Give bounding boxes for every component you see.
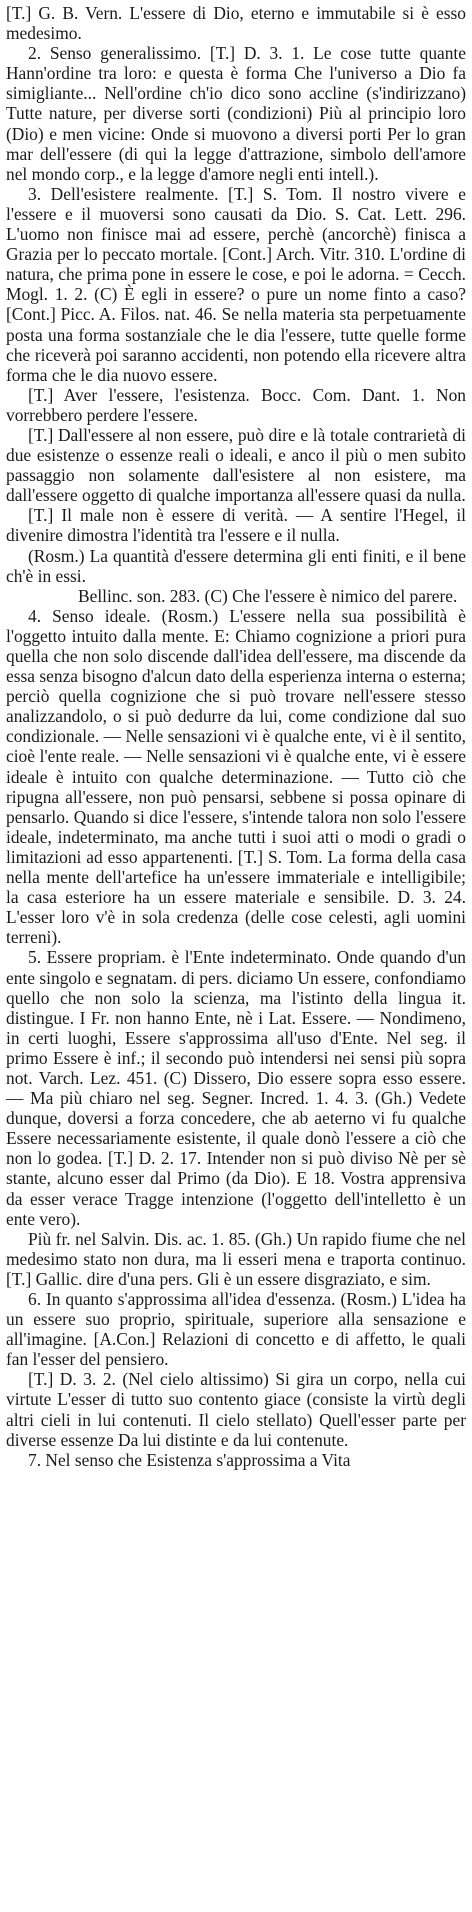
entry-paragraph-idea-essenza: 6. In quanto s'approssima all'idea d'essenza. (Rosm.) L'idea ha un essere suo proprio, spirituale, superiore alla sensazione e all'imagine. [A.Con.] Relazioni di concetto e di affetto, le quali fan l'esser del pensiero. bbox=[6, 1289, 466, 1370]
entry-paragraph-vern: [T.] G. B. Vern. L'essere di Dio, eterno e immutabile si è esso medesimo. bbox=[6, 3, 466, 44]
entry-paragraph-senso-generalissimo: 2. Senso generalissimo. [T.] D. 3. 1. Le cose tutte quante Hann'ordine tra loro: e questa è forma Che l'universo a Dio fa simigliante... Nell'ordine ch'io dico sono accline (s'indirizzano) Tutte nature, per diverse sorti (condizioni) Più al principio loro (Dio) e men vicine: Onde si muovono a diversi porti Per lo gran mar dell'essere (di qui la legge d'attrazione, simbolo dell'amore nel mondo corp., e la legge d'amore negli enti intell.). bbox=[6, 43, 466, 184]
entry-paragraph-senso-ideale: 4. Senso ideale. (Rosm.) L'essere nella sua possibilità è l'oggetto intuito dalla mente. E: Chiamo cognizione a priori pura quella che non solo discende dall'idea dell'essere, ma discende da essa senza bisogno d'alcun dato della esperienza interna o esterna; perciò quella cognizione che si può trovare nell'essere stesso analizzandolo, o si può dedurre da lui, come condizione dal suo condizionale. — Nelle sensazioni vi è qualche ente, vi è il sentito, cioè l'ente reale. — Nelle sensazioni vi è qualche ente, vi è essere ideale è intuito con qualche determinazione. — Tutto ciò che ripugna all'essere, non può pensarsi, sebbene si possa opinare di pensarlo. Quando si dice l'essere, s'intende talora non solo l'essere ideale, indeterminato, ma anche tutti i suoi atti o modi o gradi o limitazioni ad esso appartenenti. [T.] S. Tom. La forma della casa nella mente dell'artefice ha un'essere immateriale e intelligibile; la casa esteriore ha un essere materiale e sensibile. D. 3. 24. L'esser loro v'è in sola credenza (delle cose celesti, agli uomini terreni). bbox=[6, 605, 466, 948]
entry-paragraph-essere-al-non-essere: [T.] Dall'essere al non essere, può dire e là totale contrarietà di due esistenze o essenze reali o ideali, e anco il più o men subito passaggio non solamente dall'esistere al non esistere, ma dall'essere oggetto di qualche importanza all'essere quasi da nulla. bbox=[6, 424, 466, 506]
entry-paragraph-hegel: [T.] Il male non è essere di verità. — A sentire l'Hegel, il divenire dimostra l'identità tra l'essere e il nulla. bbox=[6, 505, 466, 546]
entry-paragraph-ente-indeterminato: 5. Essere propriam. è l'Ente indeterminato. Onde quando d'un ente singolo e segnatam. di pers. diciamo Un essere, confondiamo quello che non solo la scienza, ma l'istinto della lingua it. distingue. I Fr. non hanno Ente, nè i Lat. Essere. — Nondimeno, in certi luoghi, Essere s'approssima all'uso d'Ente. Nel seg. il primo Essere è inf.; il secondo può intendersi nei sensi più sopra not. Varch. Lez. 451. (C) Dissero, Dio essere sopra esso essere. — Ma più chiaro nel seg. Segner. Incred. 1. 4. 3. (Gh.) Vedete dunque, doversi a forza concedere, che ab aeterno vi fu qualche Essere necessariamente esistente, il quale donò l'essere a ciò che non lo godea. [T.] D. 2. 17. Intender non si può diviso Nè per sè stante, alcuno esser dal Primo (da Dio). E 18. Vostra apprensiva da esser verace Tragge intenzione (l'oggetto dell'intelletto è un ente vero). bbox=[6, 947, 466, 1229]
entry-paragraph-salvin: Più fr. nel Salvin. Dis. ac. 1. 85. (Gh.) Un rapido fiume che nel medesimo stato non dura, ma li esseri mena e traporta continuo. [T.] Gallic. dire d'una pers. Gli è un essere disgraziato, e sim. bbox=[6, 1228, 466, 1289]
entry-paragraph-bellinc: Bellinc. son. 283. (C) Che l'essere è nimico del parere. bbox=[78, 585, 458, 606]
entry-paragraph-esistenza-vita: 7. Nel senso che Esistenza s'approssima a Vita bbox=[28, 1449, 351, 1470]
entry-paragraph-esistere-realmente: 3. Dell'esistere realmente. [T.] S. Tom. Il nostro vivere e l'essere e il muoversi sono causati da Dio. S. Cat. Lett. 296. L'uomo non finisce mai ad essere, perchè (ancorchè) finisca a Grazia per lo peccato mortale. [Cont.] Arch. Vitr. 310. L'ordine di natura, che prima pone in essere le cose, e poi le adorna. = Cecch. Mogl. 1. 2. (C) È egli in essere? o pure un nome finto a caso? [Cont.] Picc. A. Filos. nat. 46. Se nella materia sta perpetuamente posta una forma sostanziale che le dia l'essere, tutte quelle forme che riceverà poi saranno accidenti, non potendo ella ricevere altra forma che le dia nuovo essere. bbox=[6, 183, 466, 385]
entry-paragraph-aver-essere: [T.] Aver l'essere, l'esistenza. Bocc. Com. Dant. 1. Non vorrebbero perdere l'essere. bbox=[6, 384, 466, 425]
entry-paragraph-cielo-altissimo: [T.] D. 3. 2. (Nel cielo altissimo) Si gira un corpo, nella cui virtute L'esser di tutto suo contento giace (consiste la virtù degli altri cieli in lui contenuti. Il cielo stellato) Quell'esser parte per diverse essenze Da lui distinte e da lui contenute. bbox=[6, 1369, 466, 1450]
entry-paragraph-rosm-quantita: (Rosm.) La quantità d'essere determina gli enti finiti, e il bene ch'è in essi. bbox=[6, 545, 466, 586]
